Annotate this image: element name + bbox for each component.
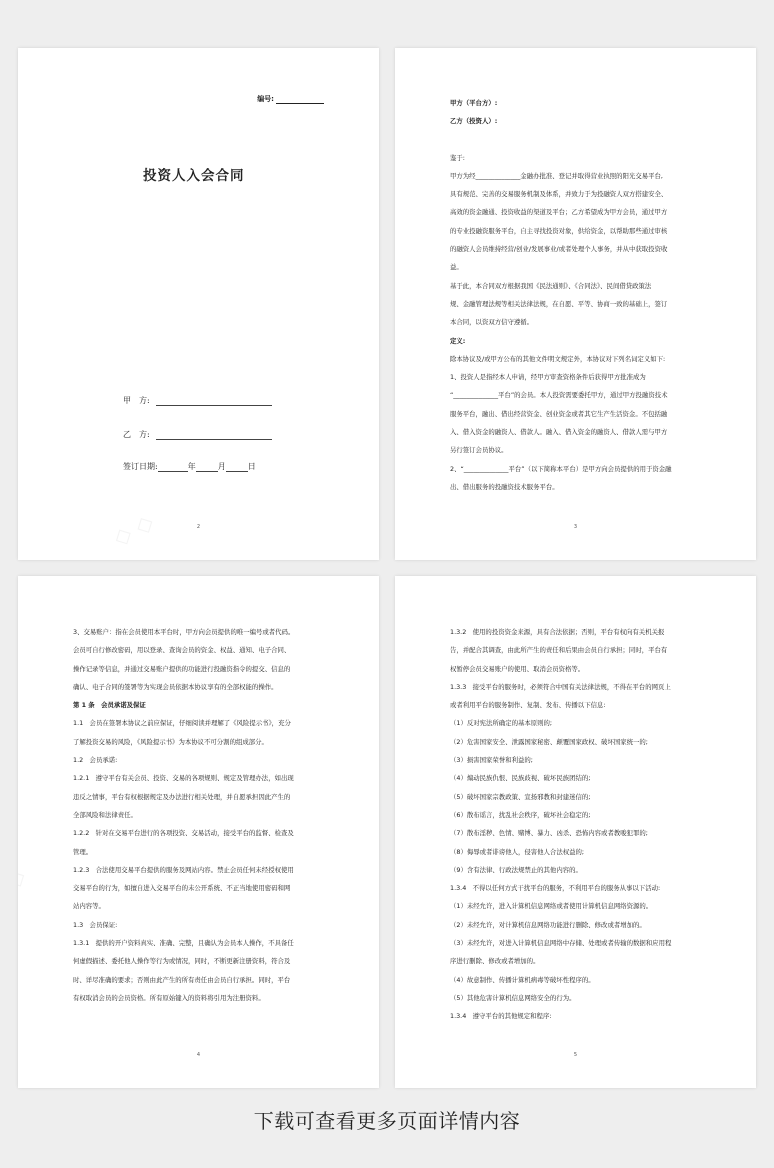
paragraph-line: 1.2.2 针对在交易平台进行的各项投资、交易活动，接受平台的监督、检查及	[73, 829, 294, 838]
paragraph-line: （3）未经允许，对进入计算机信息网络中存储、处理或者传输的数据和应用程	[450, 939, 672, 948]
paragraph-line: （6）散布谣言，扰乱社会秩序，破坏社会稳定的;	[450, 810, 591, 819]
paragraph-line: 另行签订会员协议。	[450, 446, 508, 455]
paragraph-line: 的融资人会员维持经营/创业/发展事业/或者处理个人事务，并从中获取投资收	[450, 245, 668, 254]
paragraph-line: 1.3.2 使用的投资资金来源，具有合法依据；否则，平台有权向有关机关报	[450, 628, 665, 636]
paragraph-line: 有权取消会员的会员资格。所有原始键入的资料将引用为注册资料。	[73, 993, 265, 1002]
year-blank	[158, 463, 188, 472]
month-blank	[196, 463, 218, 472]
paragraph-line: 权暂停会员交易账户的使用、取消会员资格等。	[450, 664, 585, 673]
page-number: 5	[573, 1052, 578, 1058]
paragraph-line: 1、投资人是指经本人申请，经甲方审查资格条件后获得甲方批准成为	[450, 373, 646, 382]
sign-date-label: 签订日期:	[123, 462, 158, 471]
contract-title: 投资人入会合同	[143, 168, 245, 184]
paragraph-line: 入、借入资金的融资人、借款人。融入、借入资金的融资人、借款人需与甲方	[450, 428, 668, 437]
paragraph-line: （7）散布淫秽、色情、赌博、暴力、凶杀、恐怖内容或者教唆犯罪的;	[450, 829, 648, 838]
paragraph-line: 操作记录等信息，并通过交易账户提供的功能进行投融资指令的提交、信息的	[73, 664, 291, 673]
paragraph-line: （5）其他危害计算机信息网络安全的行为。	[450, 993, 576, 1002]
paragraph-line: 鉴于:	[450, 153, 465, 162]
day-label: 日	[247, 462, 256, 471]
party-b-line: 乙方（投资人）:	[450, 117, 498, 126]
party-a-blank	[156, 397, 272, 406]
paragraph-line: 甲方为经______________金融办批准、登记并取得营业执照的阳光交易平台,	[450, 171, 663, 180]
paragraph-line: （4）故意制作、传播计算机病毒等破坏性程序的。	[450, 975, 595, 984]
paragraph-line: 除本协议及/或甲方公布的其他文件明文规定外，本协议对下列名词定义如下:	[450, 354, 666, 363]
paragraph-line: （3）损害国家荣誉和利益的;	[450, 756, 533, 765]
paragraph-line: 具有规范、完善的交易服务机制及体系，并致力于为投融资人双方搭建安全、	[450, 190, 668, 199]
paragraph-line: 告，并配合其调查，由此所产生的责任和后果由会员自行承担；同时，平台有	[450, 646, 668, 655]
paragraph-line: （4）煽动民族仇恨、民族歧视、破坏民族团结的;	[450, 774, 591, 783]
paragraph-line: 1.3.4 不得以任何方式干扰平台的服务，不利用平台的服务从事以下活动:	[450, 884, 661, 893]
watermark-graphic	[110, 510, 158, 552]
paragraph-line: 益。	[450, 263, 463, 272]
paragraph-line: 违反之情事，平台有权根据规定及办法进行相关处理，并自愿承担因此产生的	[73, 792, 291, 801]
paragraph-line: 基于此，本合同双方根据我国《民法通则》、《合同法》、民间借贷政策法	[450, 281, 652, 290]
party-b-blank	[156, 431, 272, 440]
paragraph-line: 管理。	[73, 847, 93, 856]
party-b-label: 乙 方:	[123, 430, 150, 439]
sign-date	[123, 461, 256, 472]
paragraph-line: 3、交易账户：指在会员使用本平台时，甲方向会员提供的唯一编号或者代码。	[73, 628, 295, 636]
contract-number	[257, 94, 324, 104]
paragraph-line: （9）含有法律、行政法规禁止的其他内容的。	[450, 865, 582, 874]
party-a-label: 甲 方:	[123, 396, 150, 405]
watermark-graphic	[18, 863, 30, 893]
paragraph-line: 1.2 会员承诺:	[73, 756, 118, 765]
paragraph-line: 的专业投融资服务平台，自主寻找投资对象，供给资金，以帮助那些通过审核	[450, 226, 668, 235]
paragraph-line: 了解投资交易的风险，《风险提示书》为本协议不可分割的组成部分。	[73, 737, 268, 746]
page-number: 2	[196, 524, 201, 530]
download-more-caption[interactable]: 下载可查看更多页面详情内容	[253, 1109, 521, 1133]
party-a-signature	[123, 395, 272, 406]
paragraph-line: （2）危害国家安全、泄露国家秘密、颠覆国家政权、破坏国家统一的;	[450, 737, 648, 746]
paragraph-line: （1）反对宪法所确定的基本原则的;	[450, 719, 553, 728]
day-blank	[226, 463, 248, 472]
paragraph-line: 站内容等。	[73, 902, 105, 911]
paragraph-line: 1.2.1 遵守平台有关会员、投资、交易的各项规则、规定及管理办法，如出现	[73, 774, 294, 783]
paragraph-line: 第 1 条 会员承诺及保证	[73, 701, 146, 710]
page-2-paragraphs	[450, 149, 704, 497]
paragraph-line: “______________平台”的会员。本人投资需要委托甲方，通过甲方投融资技术	[450, 391, 668, 400]
paragraph-line: 出、借出服务的投融资技术服务平台。	[450, 482, 559, 491]
paragraph-line: 本合同，以资双方信守遵循。	[450, 318, 534, 327]
paragraph-line: 会员可自行修改密码，用以登录、查询会员的资金、权益、通知、电子合同、	[73, 646, 291, 655]
paragraph-line: （8）侮辱或者诽谤他人，侵害他人合法权益的;	[450, 847, 585, 856]
page-3-paragraphs	[73, 623, 327, 1007]
paragraph-line: 何虚假描述、委托他人操作等行为或情况，同时，不断更新注册资料，符合及	[73, 957, 291, 966]
paragraph-line: 1.3.4 遵守平台的其他规定和程序:	[450, 1012, 552, 1021]
page-3	[18, 576, 379, 1088]
paragraph-line: 定义:	[450, 336, 466, 345]
party-b-signature	[123, 429, 272, 440]
paragraph-line: 1.3.1 提供的开户资料真实、准确、完整，且确认为会员本人操作，不具备任	[73, 939, 294, 948]
paragraph-line: 高效的资金融通、投资收益的渠道及平台；乙方希望成为甲方会员，通过甲方	[450, 208, 668, 217]
page-number: 3	[573, 524, 578, 530]
year-label: 年	[187, 462, 196, 471]
paragraph-line: 或者利用平台的服务制作、复制、发布、传播以下信息:	[450, 701, 606, 710]
page-4-paragraphs	[450, 623, 704, 1026]
page-2-body	[450, 94, 704, 496]
paragraph-line: 时、详尽准确的要求；否则由此产生的所有责任由会员自行承担。同时，平台	[73, 975, 291, 984]
page-2	[395, 48, 756, 560]
paragraph-line: （1）未经允许，进入计算机信息网络或者使用计算机信息网络资源的。	[450, 902, 653, 911]
paragraph-line: 2、“______________平台”（以下简称本平台）是甲方向会员提供的用于资金融	[450, 464, 672, 473]
paragraph-line: 规、金融管理法规等相关法律法规，在自愿、平等、协商一致的基础上，签订	[450, 299, 668, 308]
page-4	[395, 576, 756, 1088]
paragraph-line: 1.2.3 合法使用交易平台提供的服务及网站内容。禁止会员任何未经授权使用	[73, 865, 294, 874]
paragraph-line: 全部风险和法律责任。	[73, 810, 137, 819]
page-number: 4	[196, 1052, 201, 1058]
contract-number-blank	[276, 96, 324, 104]
paragraph-line: （2）未经允许，对计算机信息网络功能进行删除、修改或者增加的。	[450, 920, 646, 929]
party-a-line: 甲方（平台方）:	[450, 99, 498, 107]
paragraph-line: 服务平台，融出、借出经营资金、创业资金或者其它生产生活资金。不包括融	[450, 409, 668, 418]
month-label: 月	[217, 462, 226, 471]
paragraph-line: 1.1 会员在签署本协议之前应保证，仔细阅读并理解了《风险提示书》，充分	[73, 719, 291, 728]
cover-page	[18, 48, 379, 560]
paragraph-line: 序进行删除、修改或者增加的。	[450, 957, 540, 966]
paragraph-line: 交易平台的行为，如擅自进入交易平台的未公开系统、不正当地使用密码和网	[73, 884, 291, 893]
paragraph-line: 确认、电子合同的签署等为实现会员依据本协议享有的全部权能的操作。	[73, 682, 278, 691]
spacer	[450, 131, 704, 149]
paragraph-line: （5）破坏国家宗教政策、宣扬邪教和封建迷信的;	[450, 792, 591, 801]
paragraph-line: 1.3 会员保证:	[73, 920, 118, 929]
paragraph-line: 1.3.3 接受平台的服务时，必须符合中国有关法律法规，不得在平台的网页上	[450, 682, 671, 691]
contract-number-label: 编号:	[257, 95, 274, 103]
